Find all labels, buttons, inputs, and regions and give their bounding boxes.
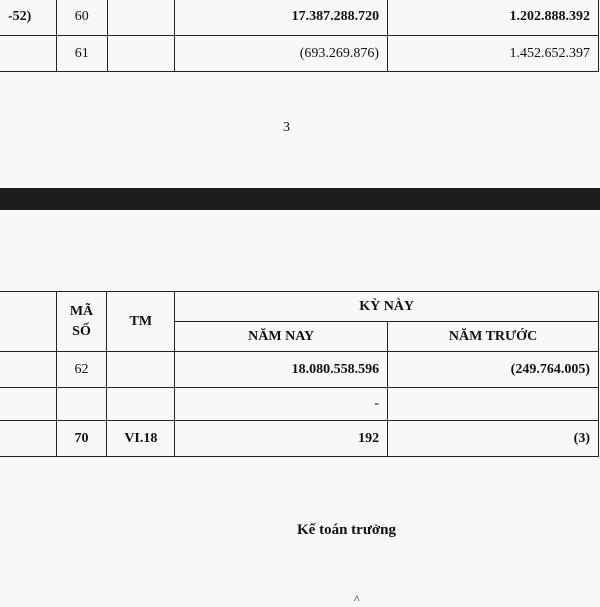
row-tm — [107, 0, 175, 36]
page-separator — [0, 188, 600, 210]
row-code: 60 — [56, 0, 107, 36]
row-label — [0, 36, 56, 72]
row-code: 62 — [56, 352, 107, 388]
row-label — [0, 421, 56, 457]
signature-mark: ^ — [354, 592, 360, 606]
document-page-top — [0, 0, 600, 188]
row-current-value: 192 — [175, 421, 388, 457]
row-tm: VI.18 — [107, 421, 175, 457]
row-label — [0, 352, 56, 388]
header-last-year: NĂM TRƯỚC — [388, 322, 599, 352]
document-page-bottom — [0, 210, 600, 606]
header-code: MÃ SỐ — [56, 292, 107, 352]
row-tm — [107, 36, 175, 72]
header-row — [0, 292, 599, 322]
table-row — [0, 0, 599, 36]
financial-table-bottom — [0, 291, 599, 457]
row-tm — [107, 388, 175, 421]
page-number: 3 — [283, 120, 290, 135]
table-row — [0, 352, 599, 388]
signature-title: Kế toán trưởng — [297, 522, 396, 538]
header-this-year: NĂM NAY — [175, 322, 388, 352]
row-current-value: (693.269.876) — [175, 36, 388, 72]
row-label: -52) — [0, 0, 56, 36]
row-current-value: 18.080.558.596 — [175, 352, 388, 388]
row-code — [56, 388, 107, 421]
financial-table-top — [0, 0, 599, 72]
row-previous-value — [388, 388, 599, 421]
table-row — [0, 388, 599, 421]
row-code: 61 — [56, 36, 107, 72]
header-tm: TM — [107, 292, 175, 352]
row-previous-value: 1.202.888.392 — [388, 0, 599, 36]
row-previous-value: (249.764.005) — [388, 352, 599, 388]
row-label — [0, 388, 56, 421]
row-previous-value: 1.452.652.397 — [388, 36, 599, 72]
row-previous-value: (3) — [388, 421, 599, 457]
row-tm — [107, 352, 175, 388]
header-period: KỲ NÀY — [175, 292, 599, 322]
row-current-value: 17.387.288.720 — [175, 0, 388, 36]
table-row — [0, 421, 599, 457]
row-current-value: - — [175, 388, 388, 421]
table-row — [0, 36, 599, 72]
header-label — [0, 292, 56, 352]
row-code: 70 — [56, 421, 107, 457]
